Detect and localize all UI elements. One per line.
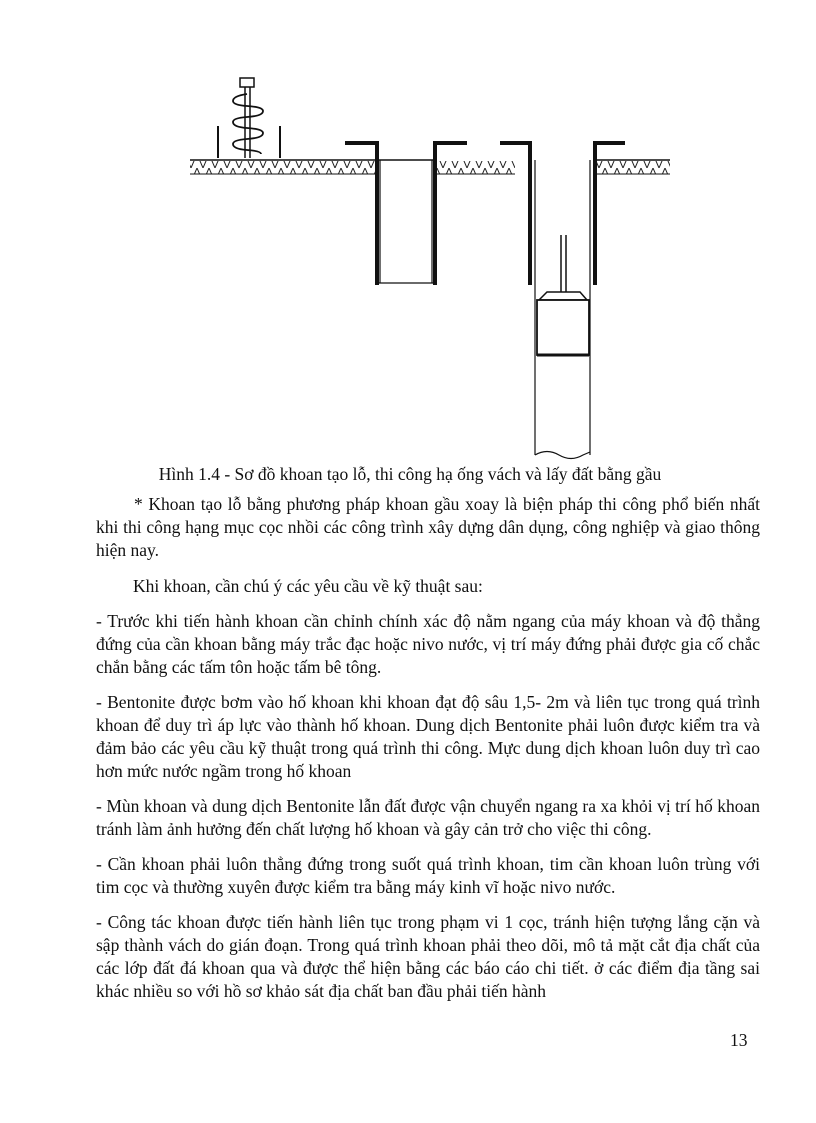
drilling-diagram — [185, 70, 685, 460]
figure-caption: Hình 1.4 - Sơ đồ khoan tạo lỗ, thi công hạ ống vách và lấy đất bằng gầu — [158, 464, 662, 484]
list-item: - Trước khi tiến hành khoan cần chỉnh chính xác độ nằm ngang của máy khoan và độ thẳng đứng của cần khoan bằng máy trắc đạc hoặc nivo nước, vị trí máy đứng phải được gia cố chắc chắn bằng các tấm tôn hoặc tấm bê tông. — [96, 611, 760, 677]
ground-surface — [190, 160, 670, 174]
body-text — [96, 493, 760, 1003]
page-number: 13 — [730, 1030, 748, 1050]
bucket-icon — [537, 235, 589, 355]
list-item: - Mùn khoan và dung dịch Bentonite lẫn đất được vận chuyển ngang ra xa khỏi vị trí hố khoan tránh làm ảnh hưởng đến chất lượng hố khoan và gây cản trở cho việc thi công. — [96, 796, 760, 839]
list-item: - Công tác khoan được tiến hành liên tục trong phạm vi 1 cọc, tránh hiện tượng lắng cặn và sập thành vách do gián đoạn. Trong quá trình khoan phải theo dõi, mô tả mặt cắt địa chất của các lớp đất đá khoan qua và được thể hiện bằng các báo cáo chi tiết. ở các điểm địa tầng sai khác nhiều so với hồ sơ khảo sát địa chất ban đầu phải tiến hành — [96, 912, 760, 1001]
drilling-diagram-svg — [185, 70, 685, 460]
list-item: - Bentonite được bơm vào hố khoan khi khoan đạt độ sâu 1,5- 2m và liên tục trong quá trình khoan để duy trì áp lực vào thành hố khoan. Dung dịch Bentonite phải luôn được kiểm tra và đảm bảo các yêu cầu kỹ thuật trong quá trình thi công. Mực dung dịch khoan luôn duy trì cao hơn mức nước ngầm trong hố khoan — [96, 692, 760, 781]
auger-drill-icon — [218, 78, 280, 158]
intro-paragraph: * Khoan tạo lỗ bằng phương pháp khoan gầu xoay là biện pháp thi công phổ biến nhất khi thi công hạng mục cọc nhồi các công trình xây dựng dân dụng, công nghiệp và giao thông hiện nay. — [96, 494, 760, 560]
list-item: - Cần khoan phải luôn thẳng đứng trong suốt quá trình khoan, tim cần khoan luôn trùng với tim cọc và thường xuyên được kiểm tra bằng máy kinh vĩ hoặc nivo nước. — [96, 854, 760, 897]
requirements-heading: Khi khoan, cần chú ý các yêu cầu về kỹ thuật sau: — [133, 576, 483, 596]
